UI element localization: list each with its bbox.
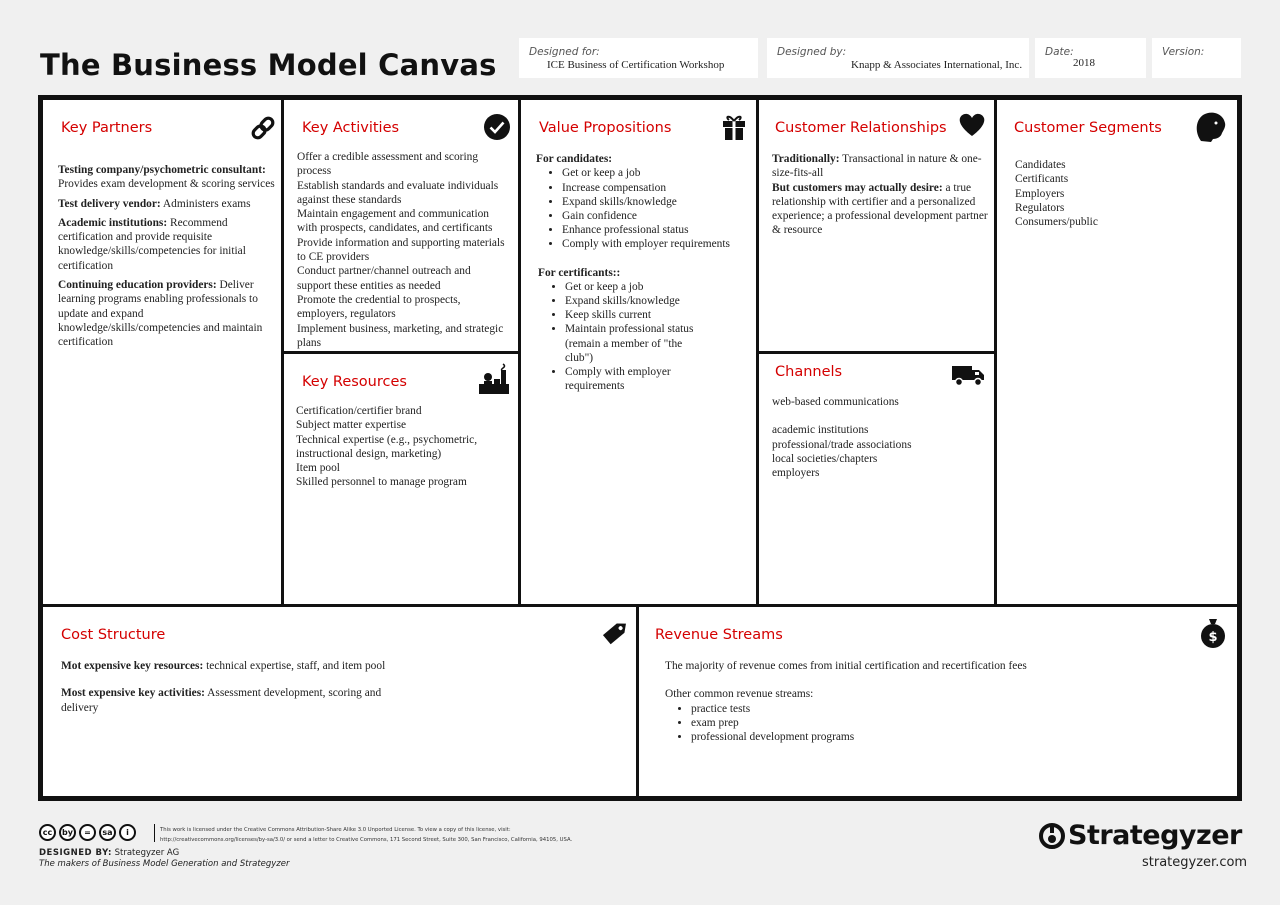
key-resources-title: Key Resources <box>302 374 407 390</box>
designed-by-label: Designed by: <box>777 46 847 58</box>
list-item: web-based communications <box>772 396 899 408</box>
cost-structure-title: Cost Structure <box>61 627 166 643</box>
list-item: • Expand skills/knowledge <box>565 294 711 308</box>
version-label: Version: <box>1162 46 1205 58</box>
cost-structure-content <box>61 659 406 715</box>
list-item: • exam prep <box>691 716 1225 730</box>
list-item: Skilled personnel to manage program <box>296 476 467 489</box>
share-alike-icon: sa <box>99 824 116 841</box>
list-item: • Get or keep a job <box>562 166 751 180</box>
list-item: employers <box>772 467 820 480</box>
customer-relationships-title: Customer Relationships <box>775 120 947 136</box>
key-resources-list <box>296 404 511 490</box>
designed-by-credit: DESIGNED BY: Strategyzer AG <box>39 848 180 858</box>
list-item: professional/trade associations <box>772 438 912 451</box>
list-item: Subject matter expertise <box>296 419 407 432</box>
list-item: Certification/certifier brand <box>296 405 422 417</box>
list-item: Provide information and supporting materials to CE providers <box>297 236 505 264</box>
list-item: • Enhance professional status <box>562 223 751 237</box>
version-field[interactable] <box>1152 38 1241 78</box>
list-item: Candidates <box>1015 159 1066 171</box>
person-head-icon <box>1193 111 1227 143</box>
designed-for-label: Designed for: <box>529 46 600 58</box>
list-item: Certificants <box>1015 173 1069 186</box>
cost-structure-block[interactable] <box>43 607 636 796</box>
list-item: Consumers/public <box>1015 216 1098 229</box>
strategyzer-icon <box>1038 822 1066 850</box>
checkmark-icon <box>483 113 511 141</box>
list-item: • Keep skills current <box>565 308 711 322</box>
list-item: Conduct partner/channel outreach and support these entities as needed <box>297 265 471 292</box>
key-activities-title: Key Activities <box>302 120 400 136</box>
list-item: • Increase compensation <box>562 181 751 195</box>
business-model-canvas <box>38 95 1242 801</box>
money-bag-icon <box>1199 616 1227 648</box>
revenue-streams-content <box>665 659 1225 744</box>
footer-divider <box>154 824 155 842</box>
worker-factory-icon <box>477 362 511 396</box>
price-tag-icon <box>601 617 631 647</box>
key-activities-list <box>297 150 507 350</box>
list-item: • practice tests <box>691 702 1225 716</box>
revenue-streams-title: Revenue Streams <box>655 627 783 643</box>
list-item: Item pool <box>296 462 340 475</box>
creative-commons-icons <box>39 824 136 841</box>
svg-text:$: $ <box>1208 630 1218 645</box>
list-item: • Get or keep a job <box>565 280 711 294</box>
key-partners-content <box>58 163 276 350</box>
date-value: 2018 <box>1073 57 1095 69</box>
tagline: The makers of Business Model Generation and Strategyzer <box>39 859 290 869</box>
candidates-heading: For candidates: <box>536 153 613 165</box>
customer-relationships-block[interactable] <box>759 100 994 351</box>
list-item: Promote the credential to prospects, employers, regulators <box>297 293 461 321</box>
list-item: local societies/chapters <box>772 452 878 465</box>
list-item: Offer a credible assessment and scoring process <box>297 151 479 178</box>
list-item: • Gain confidence <box>562 209 751 223</box>
value-propositions-title: Value Propositions <box>539 120 672 136</box>
customer-segments-list <box>1015 158 1225 229</box>
list-item: • Comply with employer requirements <box>565 365 711 393</box>
key-partners-item: Test delivery vendor: Administers exams <box>58 197 251 210</box>
license-text: This work is licensed under the Creative Commons Attribution-Share Alike 3.0 Unported License. To view a copy of this license, visit: http://creativecommons.org/licenses/by-sa/3.0/ or send a letter to Creative Commons, 171 Second Street, Suite 300, San Francisco, California, 94105, USA. <box>160 827 573 843</box>
key-partners-block[interactable] <box>43 100 281 604</box>
channels-title: Channels <box>775 364 843 380</box>
customer-segments-block[interactable] <box>997 100 1237 604</box>
customer-relationships-content <box>772 152 988 238</box>
cc-icon: cc <box>39 824 56 841</box>
expensive-activities: Most expensive key activities: Assessment development, scoring and delivery <box>61 687 382 714</box>
equal-icon: = <box>79 824 96 841</box>
expensive-resources: Mot expensive key resources: technical expertise, staff, and item pool <box>61 660 386 672</box>
list-item: academic institutions <box>772 424 869 437</box>
channels-block[interactable] <box>759 354 994 604</box>
designed-by-field[interactable] <box>767 38 1029 78</box>
list-item: • Expand skills/knowledge <box>562 195 751 209</box>
link-icon <box>248 113 278 143</box>
info-icon: i <box>119 824 136 841</box>
list-item: Employers <box>1015 187 1065 200</box>
key-resources-block[interactable] <box>284 354 518 604</box>
list-item: • Comply with employer requirements <box>562 237 751 251</box>
desired-relationship: But customers may actually desire: a true relationship with certifier and a personalized experience; a professional development partner & resource <box>772 181 988 237</box>
revenue-other-heading: Other common revenue streams: <box>665 688 814 701</box>
value-propositions-content <box>536 152 751 393</box>
list-item: Maintain engagement and communication with prospects, candidates, and certificants <box>297 208 493 235</box>
date-label: Date: <box>1045 46 1074 58</box>
list-item: • Maintain professional status (remain a member of "the club") <box>565 322 711 365</box>
value-propositions-block[interactable] <box>521 100 756 604</box>
list-item: Regulators <box>1015 201 1065 214</box>
strategyzer-logo[interactable] <box>1038 820 1242 851</box>
key-partners-item: Continuing education providers: Deliver learning programs enabling professionals to update and expand knowledge/skills/competencies and maintain certification <box>58 279 263 349</box>
designed-by-value: Knapp & Associates International, Inc. <box>851 59 1023 71</box>
page-title: The Business Model Canvas <box>40 48 497 82</box>
customer-segments-title: Customer Segments <box>1014 120 1162 136</box>
list-item: Technical expertise (e.g., psychometric, instructional design, marketing) <box>296 433 478 460</box>
list-item: Implement business, marketing, and strategic plans <box>297 322 504 349</box>
list-item: • professional development programs <box>691 730 1225 744</box>
heart-icon <box>958 112 986 138</box>
certificants-heading: For certificants:: <box>538 266 621 279</box>
designed-for-value: ICE Business of Certification Workshop <box>547 59 725 71</box>
truck-icon <box>951 362 985 388</box>
key-partners-item: Academic institutions: Recommend certification and provide requisite knowledge/skills/competencies for initial certification <box>58 216 246 272</box>
traditional-relationship: Traditionally: Transactional in nature & one-size-fits-all <box>772 153 982 180</box>
date-field[interactable] <box>1035 38 1146 78</box>
key-partners-item: Testing company/psychometric consultant: Provides exam development & scoring services <box>58 164 275 191</box>
key-partners-title: Key Partners <box>61 120 153 136</box>
gift-icon <box>721 113 747 141</box>
attribution-icon: by <box>59 824 76 841</box>
brand-url[interactable]: strategyzer.com <box>1142 855 1248 870</box>
brand-name: Strategyzer <box>1068 820 1242 851</box>
revenue-majority: The majority of revenue comes from initial certification and recertification fees <box>665 660 1027 672</box>
key-activities-block[interactable] <box>284 100 518 351</box>
designed-for-field[interactable] <box>519 38 758 78</box>
channels-content <box>772 395 988 480</box>
list-item: Establish standards and evaluate individuals against these standards <box>297 179 499 206</box>
revenue-streams-block[interactable] <box>639 607 1237 796</box>
